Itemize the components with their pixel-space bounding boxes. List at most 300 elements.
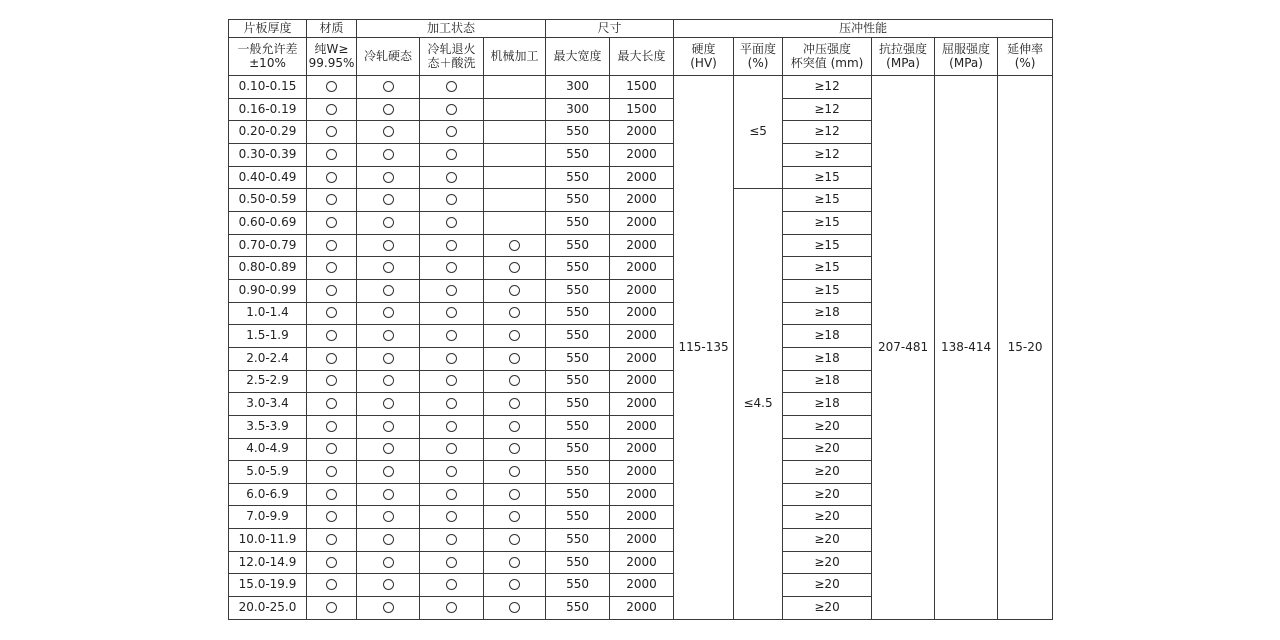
cell-flatness-thin: ≤5 <box>734 76 783 189</box>
cell-cold-rolled-hard <box>357 574 420 597</box>
header-material: 材质 <box>307 20 357 38</box>
cell-material <box>307 121 357 144</box>
cell-annealed <box>420 597 484 620</box>
cell-machined <box>484 166 546 189</box>
cell-thickness: 0.30-0.39 <box>229 143 307 166</box>
cell-cup-value: ≥15 <box>783 189 872 212</box>
circle-mark-icon <box>509 353 520 364</box>
cell-cold-rolled-hard <box>357 234 420 257</box>
cell-material <box>307 438 357 461</box>
circle-mark-icon <box>446 81 457 92</box>
cell-thickness: 0.50-0.59 <box>229 189 307 212</box>
cell-max-length: 2000 <box>610 574 674 597</box>
cell-max-width: 550 <box>546 166 610 189</box>
cell-annealed <box>420 211 484 234</box>
cell-annealed <box>420 189 484 212</box>
circle-mark-icon <box>446 126 457 137</box>
circle-mark-icon <box>383 149 394 160</box>
circle-mark-icon <box>383 489 394 500</box>
cell-max-length: 2000 <box>610 325 674 348</box>
cell-material <box>307 393 357 416</box>
cell-max-width: 550 <box>546 302 610 325</box>
cell-max-width: 550 <box>546 325 610 348</box>
cell-annealed <box>420 574 484 597</box>
circle-mark-icon <box>446 285 457 296</box>
table-row <box>229 76 1053 99</box>
cell-max-length: 2000 <box>610 189 674 212</box>
cell-thickness: 3.5-3.9 <box>229 415 307 438</box>
cell-machined <box>484 551 546 574</box>
cell-max-length: 2000 <box>610 257 674 280</box>
circle-mark-icon <box>383 557 394 568</box>
cell-cold-rolled-hard <box>357 302 420 325</box>
cell-max-length: 2000 <box>610 551 674 574</box>
circle-mark-icon <box>509 489 520 500</box>
circle-mark-icon <box>446 534 457 545</box>
cell-max-length: 2000 <box>610 438 674 461</box>
cell-cold-rolled-hard <box>357 506 420 529</box>
circle-mark-icon <box>326 602 337 613</box>
cell-max-width: 550 <box>546 189 610 212</box>
cell-cold-rolled-hard <box>357 279 420 302</box>
cell-cup-value: ≥18 <box>783 370 872 393</box>
header-elongation <box>998 38 1053 76</box>
cell-max-length: 2000 <box>610 461 674 484</box>
cell-max-length: 2000 <box>610 506 674 529</box>
cell-thickness: 0.70-0.79 <box>229 234 307 257</box>
cell-machined <box>484 234 546 257</box>
cell-machined <box>484 597 546 620</box>
circle-mark-icon <box>383 285 394 296</box>
cell-annealed <box>420 302 484 325</box>
circle-mark-icon <box>446 489 457 500</box>
circle-mark-icon <box>509 262 520 273</box>
circle-mark-icon <box>383 353 394 364</box>
cell-cup-value: ≥12 <box>783 98 872 121</box>
circle-mark-icon <box>326 557 337 568</box>
header-tensile <box>872 38 935 76</box>
cell-machined <box>484 415 546 438</box>
cell-material <box>307 483 357 506</box>
circle-mark-icon <box>446 240 457 251</box>
circle-mark-icon <box>446 194 457 205</box>
circle-mark-icon <box>446 398 457 409</box>
circle-mark-icon <box>446 353 457 364</box>
cup-line2: 杯突值 (mm) <box>790 55 864 70</box>
circle-mark-icon <box>383 126 394 137</box>
cell-annealed <box>420 257 484 280</box>
circle-mark-icon <box>509 330 520 341</box>
cell-material <box>307 189 357 212</box>
tolerance-label: 一般允许差 <box>237 41 298 56</box>
cell-max-width: 550 <box>546 597 610 620</box>
cell-cup-value: ≥20 <box>783 574 872 597</box>
circle-mark-icon <box>509 557 520 568</box>
circle-mark-icon <box>326 330 337 341</box>
cell-material <box>307 279 357 302</box>
cell-annealed <box>420 325 484 348</box>
cell-material <box>307 415 357 438</box>
cell-cup-value: ≥20 <box>783 597 872 620</box>
yield-line1: 屈服强度 <box>942 41 991 56</box>
cell-max-length: 2000 <box>610 302 674 325</box>
cell-max-length: 2000 <box>610 279 674 302</box>
yield-line2: (MPa) <box>949 55 983 70</box>
cell-annealed <box>420 461 484 484</box>
cup-line1: 冲压强度 <box>803 41 852 56</box>
circle-mark-icon <box>509 285 520 296</box>
cell-max-width: 550 <box>546 551 610 574</box>
cell-max-width: 550 <box>546 211 610 234</box>
header-purity <box>307 38 357 76</box>
header-machined: 机械加工 <box>484 38 546 76</box>
cell-max-width: 550 <box>546 257 610 280</box>
flatness-line2: (%) <box>747 55 769 70</box>
cell-material <box>307 98 357 121</box>
cell-max-length: 1500 <box>610 98 674 121</box>
cell-cold-rolled-hard <box>357 415 420 438</box>
header-cold-rolled-hard: 冷轧硬态 <box>357 38 420 76</box>
circle-mark-icon <box>326 81 337 92</box>
cell-material <box>307 325 357 348</box>
cell-material <box>307 461 357 484</box>
circle-mark-icon <box>509 511 520 522</box>
cell-cup-value: ≥15 <box>783 166 872 189</box>
table-body <box>229 76 1053 620</box>
circle-mark-icon <box>326 534 337 545</box>
circle-mark-icon <box>326 375 337 386</box>
cell-tensile: 207-481 <box>872 76 935 620</box>
circle-mark-icon <box>509 466 520 477</box>
cell-cup-value: ≥18 <box>783 393 872 416</box>
circle-mark-icon <box>446 262 457 273</box>
circle-mark-icon <box>326 466 337 477</box>
circle-mark-icon <box>446 579 457 590</box>
tensile-line1: 抗拉强度 <box>879 41 928 56</box>
cell-thickness: 0.10-0.15 <box>229 76 307 99</box>
cell-thickness: 0.90-0.99 <box>229 279 307 302</box>
header-max-width: 最大宽度 <box>546 38 610 76</box>
cell-max-length: 1500 <box>610 76 674 99</box>
cell-hardness: 115-135 <box>674 76 734 620</box>
cell-machined <box>484 189 546 212</box>
cell-material <box>307 257 357 280</box>
circle-mark-icon <box>326 262 337 273</box>
cell-thickness: 20.0-25.0 <box>229 597 307 620</box>
cell-max-length: 2000 <box>610 347 674 370</box>
cell-thickness: 10.0-11.9 <box>229 529 307 552</box>
cell-annealed <box>420 347 484 370</box>
cell-yield: 138-414 <box>935 76 998 620</box>
circle-mark-icon <box>446 375 457 386</box>
cell-material <box>307 574 357 597</box>
circle-mark-icon <box>446 217 457 228</box>
cell-annealed <box>420 279 484 302</box>
cell-max-width: 300 <box>546 98 610 121</box>
cell-thickness: 4.0-4.9 <box>229 438 307 461</box>
cell-machined <box>484 438 546 461</box>
cell-thickness: 0.80-0.89 <box>229 257 307 280</box>
cell-material <box>307 529 357 552</box>
cell-machined <box>484 483 546 506</box>
header-hardness <box>674 38 734 76</box>
header-process: 加工状态 <box>357 20 546 38</box>
circle-mark-icon <box>326 285 337 296</box>
cell-machined <box>484 302 546 325</box>
cell-annealed <box>420 506 484 529</box>
circle-mark-icon <box>509 602 520 613</box>
circle-mark-icon <box>509 443 520 454</box>
circle-mark-icon <box>326 104 337 115</box>
cell-max-width: 550 <box>546 393 610 416</box>
circle-mark-icon <box>383 511 394 522</box>
cell-annealed <box>420 143 484 166</box>
circle-mark-icon <box>326 126 337 137</box>
circle-mark-icon <box>446 602 457 613</box>
circle-mark-icon <box>326 398 337 409</box>
cell-cold-rolled-hard <box>357 325 420 348</box>
cell-material <box>307 597 357 620</box>
cell-max-width: 550 <box>546 574 610 597</box>
cell-annealed <box>420 415 484 438</box>
cell-material <box>307 347 357 370</box>
cell-cold-rolled-hard <box>357 347 420 370</box>
circle-mark-icon <box>383 262 394 273</box>
cell-cup-value: ≥15 <box>783 234 872 257</box>
circle-mark-icon <box>383 217 394 228</box>
circle-mark-icon <box>326 307 337 318</box>
cell-cup-value: ≥12 <box>783 121 872 144</box>
cell-thickness: 0.20-0.29 <box>229 121 307 144</box>
circle-mark-icon <box>326 421 337 432</box>
annealed-line1: 冷轧退火 <box>427 41 476 56</box>
cell-max-width: 550 <box>546 121 610 144</box>
circle-mark-icon <box>326 217 337 228</box>
cell-material <box>307 143 357 166</box>
circle-mark-icon <box>446 511 457 522</box>
circle-mark-icon <box>383 534 394 545</box>
specification-table <box>228 19 1053 620</box>
cell-max-width: 550 <box>546 529 610 552</box>
cell-thickness: 2.0-2.4 <box>229 347 307 370</box>
circle-mark-icon <box>509 240 520 251</box>
cell-cold-rolled-hard <box>357 211 420 234</box>
cell-material <box>307 506 357 529</box>
cell-max-length: 2000 <box>610 143 674 166</box>
elongation-line2: (%) <box>1014 55 1036 70</box>
cell-machined <box>484 574 546 597</box>
cell-max-width: 550 <box>546 347 610 370</box>
cell-cold-rolled-hard <box>357 189 420 212</box>
cell-thickness: 0.60-0.69 <box>229 211 307 234</box>
cell-annealed <box>420 551 484 574</box>
circle-mark-icon <box>326 579 337 590</box>
cell-machined <box>484 279 546 302</box>
cell-max-length: 2000 <box>610 415 674 438</box>
cell-max-length: 2000 <box>610 121 674 144</box>
cell-machined <box>484 98 546 121</box>
circle-mark-icon <box>383 466 394 477</box>
header-annealed <box>420 38 484 76</box>
circle-mark-icon <box>446 307 457 318</box>
circle-mark-icon <box>326 172 337 183</box>
header-max-length: 最大长度 <box>610 38 674 76</box>
cell-cup-value: ≥20 <box>783 506 872 529</box>
circle-mark-icon <box>326 511 337 522</box>
circle-mark-icon <box>509 398 520 409</box>
cell-cup-value: ≥15 <box>783 211 872 234</box>
cell-annealed <box>420 438 484 461</box>
header-thickness: 片板厚度 <box>229 20 307 38</box>
cell-annealed <box>420 483 484 506</box>
tolerance-value: ±10% <box>249 55 286 70</box>
header-cup-value <box>783 38 872 76</box>
cell-thickness: 12.0-14.9 <box>229 551 307 574</box>
cell-max-width: 550 <box>546 461 610 484</box>
circle-mark-icon <box>326 194 337 205</box>
cell-machined <box>484 506 546 529</box>
cell-machined <box>484 325 546 348</box>
cell-max-length: 2000 <box>610 166 674 189</box>
cell-max-length: 2000 <box>610 211 674 234</box>
cell-max-length: 2000 <box>610 370 674 393</box>
cell-cup-value: ≥20 <box>783 438 872 461</box>
cell-cold-rolled-hard <box>357 483 420 506</box>
cell-cup-value: ≥18 <box>783 302 872 325</box>
circle-mark-icon <box>383 602 394 613</box>
cell-machined <box>484 393 546 416</box>
cell-cold-rolled-hard <box>357 166 420 189</box>
header-stamping: 压冲性能 <box>674 20 1053 38</box>
header-size: 尺寸 <box>546 20 674 38</box>
circle-mark-icon <box>383 307 394 318</box>
circle-mark-icon <box>509 307 520 318</box>
cell-max-width: 550 <box>546 234 610 257</box>
cell-cold-rolled-hard <box>357 143 420 166</box>
cell-material <box>307 166 357 189</box>
cell-cup-value: ≥20 <box>783 529 872 552</box>
cell-thickness: 3.0-3.4 <box>229 393 307 416</box>
cell-elongation: 15-20 <box>998 76 1053 620</box>
elongation-line1: 延伸率 <box>1007 41 1044 56</box>
circle-mark-icon <box>383 398 394 409</box>
cell-machined <box>484 143 546 166</box>
circle-mark-icon <box>383 172 394 183</box>
purity-line1: 纯W≥ <box>314 41 349 56</box>
cell-machined <box>484 347 546 370</box>
cell-cup-value: ≥12 <box>783 76 872 99</box>
cell-max-width: 550 <box>546 438 610 461</box>
circle-mark-icon <box>383 104 394 115</box>
circle-mark-icon <box>446 557 457 568</box>
cell-max-length: 2000 <box>610 483 674 506</box>
cell-max-width: 550 <box>546 143 610 166</box>
cell-machined <box>484 121 546 144</box>
cell-cup-value: ≥20 <box>783 483 872 506</box>
cell-cup-value: ≥20 <box>783 415 872 438</box>
flatness-line1: 平面度 <box>740 41 777 56</box>
circle-mark-icon <box>383 330 394 341</box>
cell-max-length: 2000 <box>610 393 674 416</box>
cell-flatness-thick: ≤4.5 <box>734 189 783 620</box>
hardness-line2: (HV) <box>690 55 717 70</box>
annealed-line2: 态＋酸洗 <box>427 55 476 70</box>
cell-thickness: 2.5-2.9 <box>229 370 307 393</box>
cell-cup-value: ≥18 <box>783 325 872 348</box>
cell-cold-rolled-hard <box>357 597 420 620</box>
circle-mark-icon <box>326 240 337 251</box>
cell-cup-value: ≥15 <box>783 257 872 280</box>
cell-annealed <box>420 98 484 121</box>
cell-machined <box>484 257 546 280</box>
header-flatness <box>734 38 783 76</box>
circle-mark-icon <box>446 443 457 454</box>
cell-cold-rolled-hard <box>357 121 420 144</box>
circle-mark-icon <box>326 489 337 500</box>
cell-cup-value: ≥12 <box>783 143 872 166</box>
cell-thickness: 5.0-5.9 <box>229 461 307 484</box>
cell-machined <box>484 211 546 234</box>
cell-cup-value: ≥15 <box>783 279 872 302</box>
circle-mark-icon <box>446 466 457 477</box>
cell-max-length: 2000 <box>610 529 674 552</box>
header-yield <box>935 38 998 76</box>
header-tolerance <box>229 38 307 76</box>
circle-mark-icon <box>383 240 394 251</box>
cell-material <box>307 76 357 99</box>
cell-cold-rolled-hard <box>357 461 420 484</box>
cell-cup-value: ≥20 <box>783 461 872 484</box>
cell-annealed <box>420 370 484 393</box>
cell-cold-rolled-hard <box>357 551 420 574</box>
circle-mark-icon <box>326 443 337 454</box>
cell-max-width: 550 <box>546 415 610 438</box>
cell-cold-rolled-hard <box>357 529 420 552</box>
purity-line2: 99.95% <box>308 55 355 70</box>
cell-max-length: 2000 <box>610 597 674 620</box>
cell-annealed <box>420 234 484 257</box>
cell-cold-rolled-hard <box>357 76 420 99</box>
cell-thickness: 6.0-6.9 <box>229 483 307 506</box>
cell-thickness: 7.0-9.9 <box>229 506 307 529</box>
cell-machined <box>484 461 546 484</box>
circle-mark-icon <box>446 104 457 115</box>
circle-mark-icon <box>446 421 457 432</box>
hardness-line1: 硬度 <box>691 41 716 56</box>
cell-annealed <box>420 166 484 189</box>
cell-material <box>307 234 357 257</box>
cell-cold-rolled-hard <box>357 393 420 416</box>
cell-material <box>307 551 357 574</box>
circle-mark-icon <box>446 330 457 341</box>
cell-thickness: 0.40-0.49 <box>229 166 307 189</box>
cell-annealed <box>420 393 484 416</box>
tensile-line2: (MPa) <box>886 55 920 70</box>
cell-machined <box>484 370 546 393</box>
cell-cold-rolled-hard <box>357 370 420 393</box>
cell-cold-rolled-hard <box>357 438 420 461</box>
circle-mark-icon <box>383 81 394 92</box>
cell-machined <box>484 76 546 99</box>
cell-cup-value: ≥18 <box>783 347 872 370</box>
circle-mark-icon <box>383 421 394 432</box>
cell-max-width: 550 <box>546 506 610 529</box>
cell-max-width: 300 <box>546 76 610 99</box>
circle-mark-icon <box>383 443 394 454</box>
circle-mark-icon <box>383 375 394 386</box>
circle-mark-icon <box>383 579 394 590</box>
cell-annealed <box>420 121 484 144</box>
